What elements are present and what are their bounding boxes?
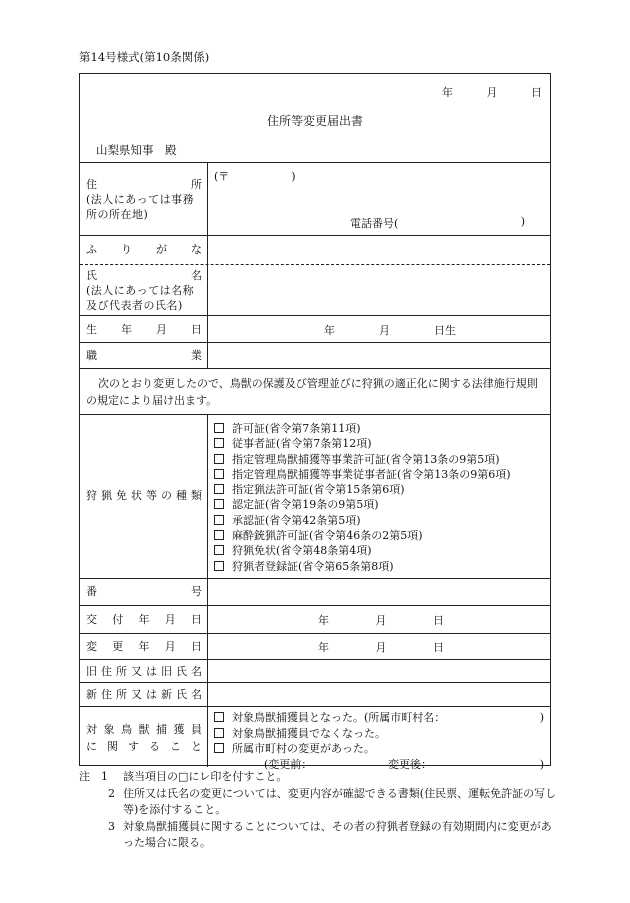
notes: [79, 769, 559, 852]
change-before-after[interactable]: (変更前： 変更後： ): [264, 757, 544, 771]
checkbox[interactable]: [214, 423, 224, 433]
date-month: 月: [486, 86, 498, 99]
form-frame: [79, 73, 551, 771]
license-option[interactable]: 承認証(省令第42条第5項): [214, 513, 511, 528]
checkbox[interactable]: [214, 743, 224, 753]
license-type-label: 狩 猟 免 状 等 の 種 類: [86, 489, 202, 502]
checkbox[interactable]: [214, 454, 224, 464]
issue-date-label: 交 付 年 月 日: [86, 613, 202, 626]
checkbox[interactable]: [214, 561, 224, 571]
license-option[interactable]: 麻酔銃猟許可証(省令第46条の2第5項): [214, 528, 511, 543]
license-option[interactable]: 許可証(省令第7条第11項): [214, 421, 511, 436]
checkbox[interactable]: [214, 530, 224, 540]
license-option[interactable]: 指定猟法許可証(省令第15条第6項): [214, 482, 511, 497]
date-line: [442, 84, 542, 100]
number-label: 番 号: [86, 585, 202, 598]
occupation-field[interactable]: [210, 344, 550, 367]
license-option[interactable]: 従事者証(省令第7条第12項): [214, 436, 511, 451]
row-divider: [80, 578, 550, 579]
license-option[interactable]: 狩猟者登録証(省令第65条第8項): [214, 559, 511, 574]
checkbox[interactable]: [214, 438, 224, 448]
row-divider: [80, 659, 550, 660]
new-address-label: 新 住 所 又 は 新 氏 名: [86, 688, 202, 701]
license-option[interactable]: 認定証(省令第19条の9第5項): [214, 497, 511, 512]
checkbox[interactable]: [214, 728, 224, 738]
row-divider: [80, 706, 550, 707]
note-item: 注 1 該当項目の□にレ印を付すこと。: [79, 770, 288, 783]
birth-date-field[interactable]: 年 月 日生: [324, 324, 456, 337]
postal-code-field[interactable]: (〒 ): [214, 170, 296, 183]
change-date-label: 変 更 年 月 日: [86, 640, 202, 653]
notice-text: 次のとおり変更したので、鳥獣の保護及び管理並びに狩猟の適正化に関する法律施行規則の規定により届け出ます。: [86, 377, 538, 407]
row-divider: [80, 633, 550, 634]
target-option[interactable]: 対象鳥獣捕獲員でなくなった。: [214, 726, 544, 742]
row-divider: [80, 605, 550, 606]
row-divider-dashed: [80, 264, 550, 265]
old-address-field[interactable]: [210, 661, 550, 681]
column-divider: [207, 414, 208, 767]
checkbox[interactable]: [214, 484, 224, 494]
date-year: 年: [442, 86, 453, 99]
change-date-field[interactable]: 年 月 日: [318, 641, 444, 654]
checkbox[interactable]: [214, 712, 224, 722]
target-option[interactable]: 所属市町村の変更があった。: [214, 741, 544, 757]
license-option[interactable]: 狩猟免状(省令第48条第4項): [214, 543, 511, 558]
note-item: 3 対象鳥獣捕獲員に関することについては、その者の狩猟者登録の有効期間内に変更があった場合に限る。: [108, 819, 552, 849]
number-field[interactable]: [210, 580, 550, 604]
license-option[interactable]: 指定管理鳥獣捕獲等事業従事者証(省令第13条の9第6項): [214, 467, 511, 482]
row-divider: [80, 682, 550, 683]
target-label-line1: 対 象 鳥 獣 捕 獲 員: [86, 723, 202, 736]
occupation-label: 職 業: [86, 349, 202, 362]
name-field[interactable]: [210, 266, 550, 314]
checkbox[interactable]: [214, 469, 224, 479]
form-number: 第14号様式(第10条関係): [79, 50, 210, 64]
target-options: [214, 710, 544, 772]
target-option[interactable]: 対象鳥獣捕獲員となった。(所属市町村名： ): [214, 710, 544, 726]
target-label-line2: に 関 す る こ と: [86, 740, 202, 753]
checkbox[interactable]: [214, 499, 224, 509]
furigana-field[interactable]: [210, 236, 550, 263]
license-type-list: [214, 421, 511, 574]
address-label-sub: (法人にあっては事務所の所在地): [86, 193, 195, 221]
license-option[interactable]: 指定管理鳥獣捕獲等事業許可証(省令第13条の9第5項): [214, 452, 511, 467]
row-divider: [80, 162, 550, 163]
address-label: 住 所: [86, 178, 202, 191]
row-divider: [80, 315, 550, 316]
phone-field[interactable]: 電話番号( ): [350, 215, 525, 230]
row-divider: [80, 368, 550, 369]
checkbox[interactable]: [214, 545, 224, 555]
name-label-sub: (法人にあっては名称及び代表者の氏名): [86, 284, 195, 312]
column-divider: [207, 162, 208, 368]
addressee: 山梨県知事 殿: [96, 143, 177, 157]
birth-date-label: 生 年 月 日: [86, 323, 202, 336]
furigana-label: ふ り が な: [86, 243, 202, 256]
row-divider: [80, 342, 550, 343]
page-title: 住所等変更届出書: [266, 114, 363, 128]
date-day: 日: [531, 86, 542, 99]
name-label: 氏 名: [86, 269, 202, 282]
note-item: 2 住所又は氏名の変更については、変更内容が確認できる書類(住民票、運転免許証の写し等)を添付すること。: [108, 786, 557, 816]
checkbox[interactable]: [214, 515, 224, 525]
old-address-label: 旧 住 所 又 は 旧 氏 名: [86, 665, 202, 678]
new-address-field[interactable]: [210, 684, 550, 705]
row-divider: [80, 414, 550, 415]
issue-date-field[interactable]: 年 月 日: [318, 614, 444, 627]
